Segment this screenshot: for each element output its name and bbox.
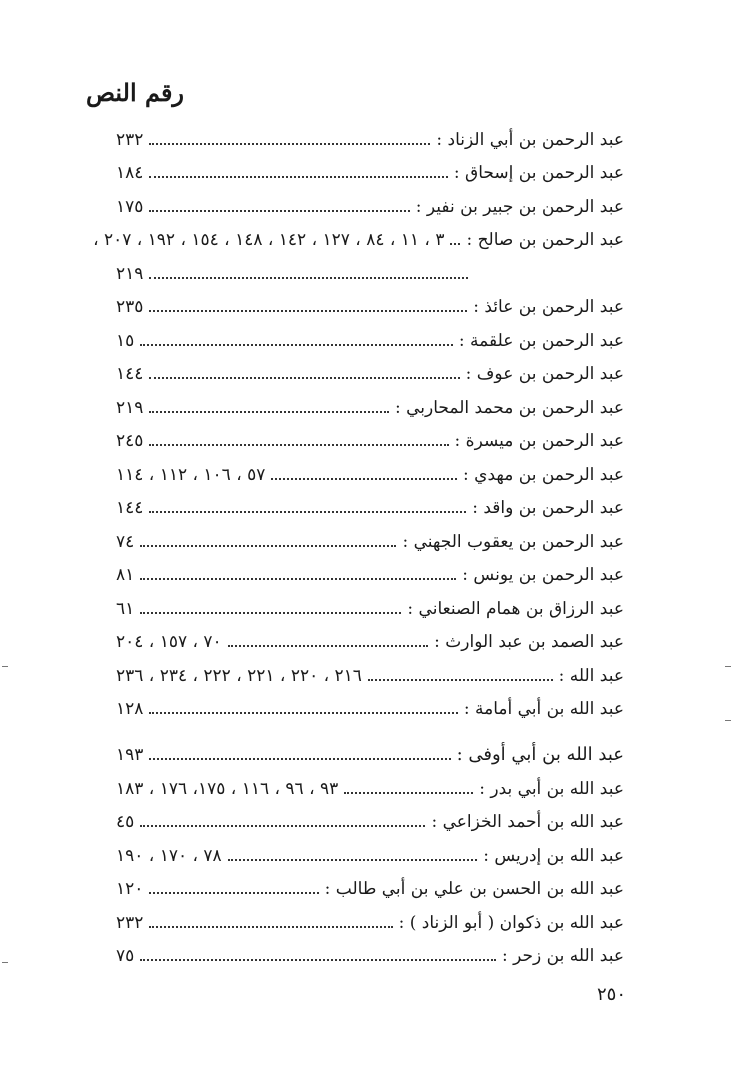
entry-name: عبد الله :	[558, 665, 624, 686]
entry-name: عبد الرحمن بن عائذ :	[473, 297, 624, 317]
index-entry	[116, 899, 624, 933]
entry-name: عبد الرحمن بن صالح :	[466, 230, 624, 250]
leader-dots	[149, 277, 468, 279]
index-entry	[116, 552, 624, 586]
entry-refs: ١٤٤	[116, 364, 144, 384]
index-entry	[116, 317, 624, 351]
entry-refs: ٢٣٥	[116, 297, 144, 317]
leader-dots	[368, 679, 553, 681]
leader-dots	[228, 645, 428, 647]
entry-refs: ١٤٤	[116, 498, 144, 518]
leader-dots	[149, 511, 466, 513]
index-entry	[93, 217, 624, 251]
index-entry	[116, 832, 624, 866]
leader-dots	[149, 411, 389, 413]
entry-refs: ١٢٠	[116, 879, 144, 899]
entry-name: عبد الرحمن بن علقمة :	[458, 330, 624, 351]
leader-dots	[149, 210, 409, 212]
entry-name: عبد الرحمن بن يعقوب الجهني :	[402, 531, 624, 552]
index-entry	[116, 799, 624, 833]
leader-dots	[149, 377, 459, 379]
index-entry	[116, 933, 624, 967]
entry-name: عبد الرحمن بن جبير بن نفير :	[415, 196, 624, 217]
entry-refs: ١٧٥	[116, 196, 144, 217]
entry-refs: ١٥	[116, 330, 135, 351]
entry-refs: ٦١	[116, 598, 135, 619]
leader-dots	[149, 176, 448, 178]
entry-refs: ٥٧ ، ١٠٦ ، ١١٢ ، ١١٤	[116, 464, 266, 485]
entry-name: عبد الصمد بن عبد الوارث :	[434, 632, 624, 652]
entry-refs: ٣ ، ١١ ، ٨٤ ، ١٢٧ ، ١٤٢ ، ١٤٨ ، ١٥٤ ، ١٩٢ ، ٢٠٧ ،	[93, 230, 445, 250]
leader-dots	[140, 612, 401, 614]
entry-name: عبد الرحمن بن محمد المحاربي :	[394, 397, 624, 418]
entry-refs: ١٨٤	[116, 163, 144, 183]
index-entry	[116, 619, 624, 653]
index-entry	[116, 384, 624, 418]
index-entry	[116, 351, 624, 385]
leader-dots	[140, 545, 396, 547]
entry-name: عبد الرحمن بن واقد :	[472, 498, 624, 518]
entry-refs: ٩٣ ، ٩٦ ، ١١٦ ، ١٧٥، ١٧٦ ، ١٨٣	[116, 778, 339, 799]
scan-edge-mark	[725, 720, 731, 721]
entry-refs: ٧٨ ، ١٧٠ ، ١٩٠	[116, 845, 222, 866]
leader-dots	[149, 712, 457, 714]
index-entry	[116, 518, 624, 552]
entry-name: عبد الرحمن بن عوف :	[465, 364, 624, 384]
index-entry	[116, 116, 624, 150]
index-entry-continuation	[116, 250, 624, 284]
entry-name: عبد الرحمن بن أبي الزناد :	[436, 129, 624, 150]
index-entry	[116, 652, 624, 686]
entry-name: عبد الله بن أبي أمامة :	[463, 699, 624, 719]
index-entry	[116, 150, 624, 184]
entry-refs: ٢٣٢	[116, 129, 144, 150]
leader-dots	[344, 792, 473, 794]
entry-name: عبد الله بن زحر :	[502, 946, 624, 966]
index-entry	[116, 485, 624, 519]
leader-dots	[149, 310, 467, 312]
index-entry	[116, 866, 624, 900]
entry-refs: ٢١٦ ، ٢٢٠ ، ٢٢١ ، ٢٢٢ ، ٢٣٤ ، ٢٣٦	[116, 665, 362, 686]
index-entry	[116, 284, 624, 318]
entry-name: عبد الرحمن بن يونس :	[462, 565, 624, 585]
entry-refs: ١٩٣	[116, 745, 144, 765]
leader-dots	[149, 143, 430, 145]
index-entry-list	[93, 116, 624, 966]
leader-dots	[228, 859, 478, 861]
entry-name: عبد الله بن أحمد الخزاعي :	[431, 812, 624, 832]
index-entry	[116, 418, 624, 452]
entry-refs: ٧٥	[116, 946, 135, 966]
leader-dots	[271, 478, 457, 480]
page-header-title: رقم النص	[86, 78, 185, 107]
index-entry	[116, 719, 624, 765]
leader-dots	[140, 959, 496, 961]
entry-refs: ٢٣٢	[116, 912, 144, 933]
index-entry	[116, 585, 624, 619]
leader-dots	[149, 444, 448, 446]
leader-dots	[140, 578, 456, 580]
index-entry	[116, 686, 624, 720]
entry-name: عبد الله بن إدريس :	[483, 845, 624, 866]
leader-dots	[149, 926, 392, 928]
page-number: ٢٥٠	[597, 984, 627, 1005]
index-entry	[116, 451, 624, 485]
entry-name: عبد الله بن أبي بدر :	[479, 778, 624, 799]
leader-dots	[450, 243, 460, 245]
entry-refs: ٢١٩	[116, 263, 144, 284]
entry-refs: ١٢٨	[116, 699, 144, 719]
entry-name: عبد الرحمن بن ميسرة :	[454, 431, 624, 451]
scan-edge-mark	[2, 666, 8, 667]
leader-dots	[149, 758, 450, 760]
entry-refs: ٤٥	[116, 812, 135, 832]
leader-dots	[140, 344, 453, 346]
leader-dots	[149, 892, 318, 894]
entry-refs: ٧٠ ، ١٥٧ ، ٢٠٤	[116, 632, 222, 652]
index-entry	[116, 765, 624, 799]
entry-name: عبد الله بن الحسن بن علي بن أبي طالب :	[324, 879, 624, 899]
entry-name: عبد الرزاق بن همام الصنعاني :	[407, 598, 624, 619]
entry-refs: ٢٤٥	[116, 431, 144, 451]
entry-name: عبد الرحمن بن إسحاق :	[453, 163, 624, 183]
entry-name: عبد الله بن أبي أوفى :	[456, 744, 624, 765]
scan-edge-mark	[725, 666, 731, 667]
scan-edge-mark	[2, 962, 8, 963]
leader-dots	[140, 825, 425, 827]
entry-name: عبد الله بن ذكوان ( أبو الزناد ) :	[398, 912, 624, 933]
entry-refs: ٢١٩	[116, 397, 144, 418]
entry-refs: ٨١	[116, 565, 135, 585]
index-entry	[116, 183, 624, 217]
entry-refs: ٧٤	[116, 531, 135, 552]
entry-name: عبد الرحمن بن مهدي :	[463, 464, 624, 485]
